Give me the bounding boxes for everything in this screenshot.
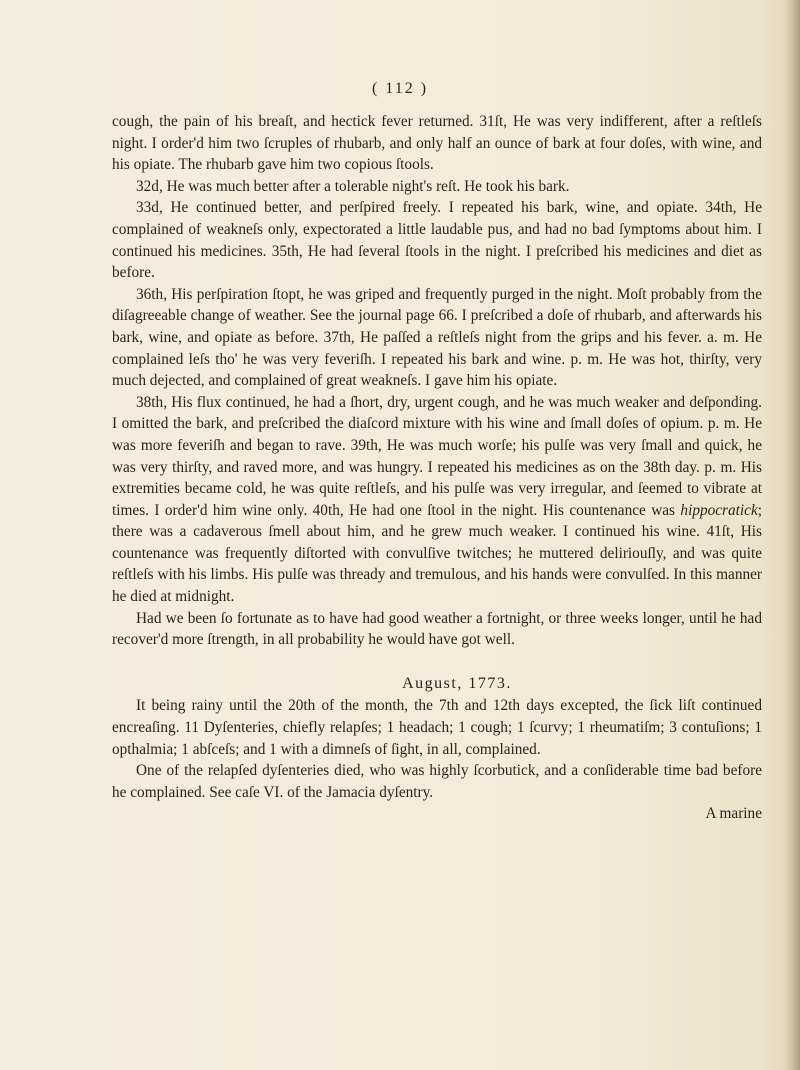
section-heading-august-1773: August, 1773. <box>402 674 512 692</box>
page-number: ( 112 ) <box>371 80 429 97</box>
page-spine-shadow <box>782 0 800 1070</box>
hippocratick-term: hippocratick <box>680 501 758 519</box>
paragraph-august-death: One of the relapſed dyſenteries died, who was highly ſcorbutick, and a conſiderable time bad before he complained. See caſe VI. of the Jamacia dyſentry. <box>112 762 762 801</box>
body-text <box>112 111 762 825</box>
paragraph-31st: cough, the pain of his breaſt, and hectick fever returned. 31ſt, He was very indifferent, after a reſtleſs night. I order'd him two ſcruples of rhubarb, and only half an ounce of bark at four doſes, with wine, and his opiate. The rhubarb gave him two copious ſtools. <box>112 113 762 174</box>
paragraph-33d: 33d, He continued better, and perſpired freely. I repeated his bark, wine, and opiate. 34th, He complained of weakneſs only, expectorated a little laudable pus, and had no bad ſymptoms about him. I continued his medicines. 35th, He had ſeveral ſtools in the night. I preſcribed his medicines and diet as before. <box>112 199 762 282</box>
paragraph-august-sick-list: It being rainy until the 20th of the month, the 7th and 12th days excepted, the ſick liſt continued encreaſing. 11 Dyſenteries, chiefly relapſes; 1 headach; 1 cough; 1 ſcurvy; 1 rheumatiſm; 3 contuſions; 1 opthalmia; 1 abſceſs; and 1 with a dimneſs of ſight, in all, complained. <box>112 697 762 758</box>
paragraph-38th-rest: ; there was a cadaverous ſmell about him, and he grew much weaker. I continued his wine. 41ſt, His countenance was frequently diſtorted with convulſive twitches; he muttered deliriouſly, and was quite reſtleſs with his limbs. His pulſe was thready and tremulous, and his hands were convulſed. In this manner he died at midnight. <box>112 501 762 606</box>
catchword: A marine <box>705 805 762 823</box>
paragraph-38th-main: 38th, His flux continued, he had a ſhort, dry, urgent cough, and he was much weaker and deſponding. I omitted the bark, and preſcribed the diaſcord mixture with his wine and ſmall doſes of opium. p. m. He was more feveriſh and began to rave. 39th, He was much worſe; his pulſe was very ſmall and quick, he was very thirſty, and raved more, and was hungry. I repeated his medicines as on the 38th day. p. m. His extremities became cold, he was quite reſtleſs, and his pulſe was very irregular, and ſeemed to vibrate at times. I order'd him wine only. 40th, He had one ſtool in the night. His countenance was <box>112 393 762 519</box>
paragraph-36th: 36th, His perſpiration ſtopt, he was griped and frequently purged in the night. Moſt probably from the diſagreeable change of weather. See the journal page 66. I preſcribed a doſe of rhubarb, and afterwards his bark, wine, and opiate as before. 37th, He paſſed a reſtleſs night from the grips and his fever. a. m. He complained leſs tho' he was very feveriſh. I repeated his bark and wine. p. m. He was hot, thirſty, very much dejected, and complained of great weakneſs. I gave him his opiate. <box>112 285 762 390</box>
paragraph-32d: 32d, He was much better after a tolerable night's reſt. He took his bark. <box>136 177 570 195</box>
paragraph-38th <box>112 392 762 608</box>
paragraph-conclusion: Had we been ſo fortunate as to have had good weather a fortnight, or three weeks longer, until he had recover'd more ſtrength, in all probability he would have got well. <box>112 609 762 649</box>
